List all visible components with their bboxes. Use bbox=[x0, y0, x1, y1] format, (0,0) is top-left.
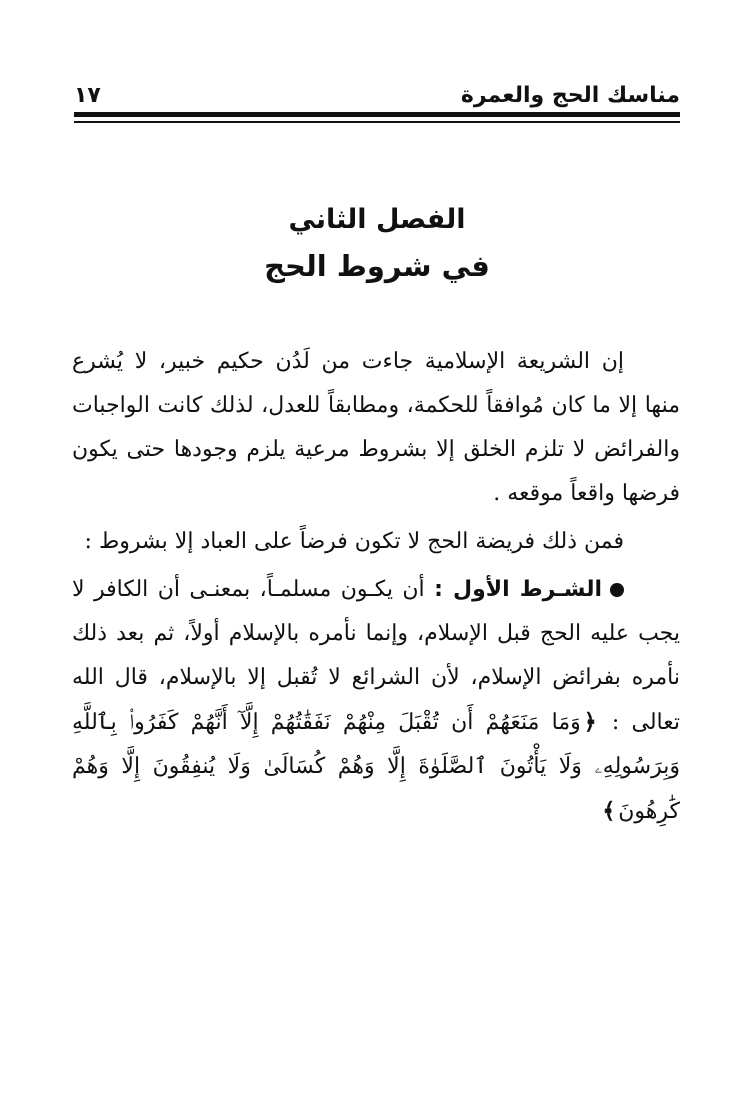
bullet-icon bbox=[610, 583, 624, 597]
page-number: ١٧ bbox=[74, 83, 101, 108]
quran-close-bracket: ﴾ bbox=[602, 798, 616, 824]
quran-open-bracket: ﴿ bbox=[583, 709, 597, 735]
chapter-subtitle: في شروط الحج bbox=[264, 249, 490, 283]
paragraph-conditions-intro: فمن ذلك فريضة الحج لا تكون فرضاً على العباد إلا بشروط : bbox=[84, 529, 624, 554]
chapter-title: الفصل الثاني bbox=[288, 204, 466, 235]
condition-1-title: الشـرط الأول : bbox=[434, 577, 602, 602]
condition-1-text: أن يكـون مسلمـاً، بمعنـى أن الكافر لا يجب عليه الحج قبل الإسلام، وإنما نأمره بالإسلام أولاً، ثم بعد ذلك نأمره بفرائض الإسلام، لأن الشرائع لا تُقبل إلا بالإسلام، قال الله تعالى : bbox=[72, 577, 680, 735]
quran-verse: وَمَا مَنَعَهُمْ أَن تُقْبَلَ مِنْهُمْ نَفَقَٰتُهُمْ إِلَّآ أَنَّهُمْ كَفَرُوا۟ بِٱللَّهِ وَبِرَسُولِهِۦ وَلَا يَأْتُونَ ٱلصَّلَوٰةَ إِلَّا وَهُمْ كُسَالَىٰ وَلَا يُنفِقُونَ إِلَّا وَهُمْ كَٰرِهُونَ bbox=[72, 710, 680, 824]
header-rule-thin bbox=[74, 121, 680, 123]
body-text bbox=[72, 340, 680, 834]
book-title: مناسك الحج والعمرة bbox=[460, 83, 680, 108]
chapter-heading bbox=[74, 198, 680, 290]
running-header bbox=[74, 72, 680, 108]
paragraph-intro: إن الشريعة الإسلامية جاءت من لَدُن حكيم خبير، لا يُشرع منها إلا ما كان مُوافقاً للحكمة، ومطابقاً للعدل، لذلك كانت الواجبات والفرائض لا تلزم الخلق إلا بشروط مرعية يلزم وجودها حتى يكون فرضها واقعاً موقعه . bbox=[72, 349, 680, 506]
paragraph-condition-1 bbox=[72, 568, 680, 834]
header-rule-thick bbox=[74, 112, 680, 117]
